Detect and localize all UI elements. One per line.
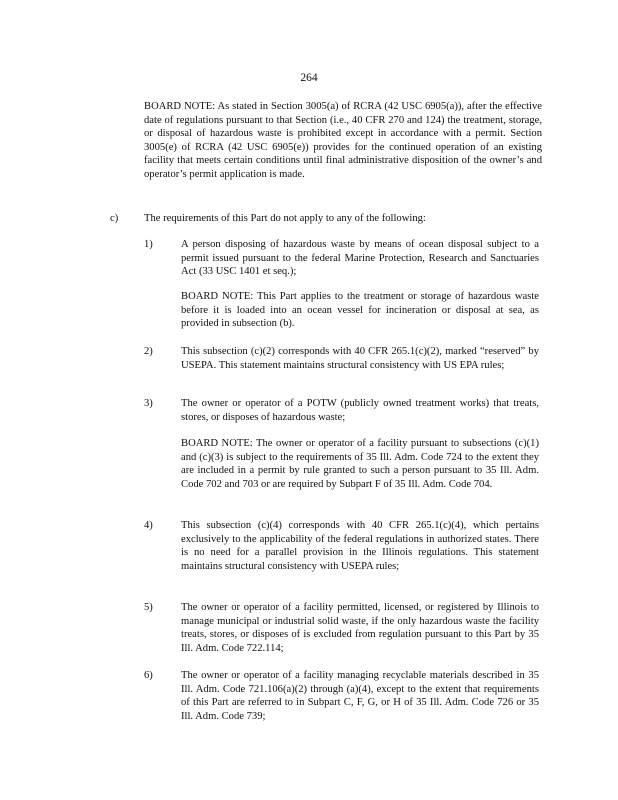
item-4-text: This subsection (c)(4) corresponds with 40 CFR 265.1(c)(4), which pertains exclusively to the applicability of the federal regulations in authorized states. There is no need for a parallel provision in the Illinois regulations. This statement maintains structural consistency with USEPA rules; xyxy=(181,520,539,572)
item-3-board-note: BOARD NOTE: The owner or operator of a facility pursuant to subsections (c)(1) and (c)(3) is subject to the requirements of 35 Ill. Adm. Code 724 to the extent they are included in a permit by rule granted to such a person pursuant to 35 Ill. Adm. Code 702 and 703 or are required by Subpart F of 35 Ill. Adm. Code 704. xyxy=(181,438,539,490)
item-5-text: The owner or operator of a facility permitted, licensed, or registered by Illinois to manage municipal or industrial solid waste, if the only hazardous waste the facility treats, stores, or disposes of is excluded from regulation pursuant to this Part by 35 Ill. Adm. Code 722.114; xyxy=(181,602,539,654)
item-3-label: 3) xyxy=(144,398,153,409)
item-6-text: The owner or operator of a facility managing recyclable materials described in 35 Ill. Adm. Code 721.106(a)(2) through (a)(4), except to the extent that requirements of this Part are referred to in Subpart C, F, G, or H of 35 Ill. Adm. Code 726 or 35 Ill. Adm. Code 739; xyxy=(181,670,539,722)
item-2-label: 2) xyxy=(144,346,153,357)
item-2-text: This subsection (c)(2) corresponds with 40 CFR 265.1(c)(2), marked “reserved” by USEPA. This statement maintains structural consistency with US EPA rules; xyxy=(181,346,539,371)
item-4-label: 4) xyxy=(144,520,153,531)
item-1-board-note: BOARD NOTE: This Part applies to the treatment or storage of hazardous waste before it is loaded into an ocean vessel for incineration or disposal at sea, as provided in subsection (b). xyxy=(181,291,539,330)
item-5-label: 5) xyxy=(144,602,153,613)
page-number: 264 xyxy=(300,72,318,84)
board-note-intro: BOARD NOTE: As stated in Section 3005(a) of RCRA (42 USC 6905(a)), after the effective date of regulations pursuant to that Section (i.e., 40 CFR 270 and 124) the treatment, storage, or disposal of hazardous waste is prohibited except in accordance with a permit. Section 3005(e) of RCRA (42 USC 6905(e)) provides for the continued operation of an existing facility that meets certain conditions until final administrative disposition of the owner’s and operator’s permit application is made. xyxy=(144,101,542,180)
item-6-label: 6) xyxy=(144,670,153,681)
subsection-c-label: c) xyxy=(110,213,119,224)
item-3-text: The owner or operator of a POTW (publicly owned treatment works) that treats, stores, or disposes of hazardous waste; xyxy=(181,398,539,423)
item-1-text: A person disposing of hazardous waste by means of ocean disposal subject to a permit issued pursuant to the federal Marine Protection, Research and Sanctuaries Act (33 USC 1401 et seq.); xyxy=(181,239,539,278)
item-1-label: 1) xyxy=(144,239,153,250)
subsection-c-text: The requirements of this Part do not apply to any of the following: xyxy=(144,213,426,224)
